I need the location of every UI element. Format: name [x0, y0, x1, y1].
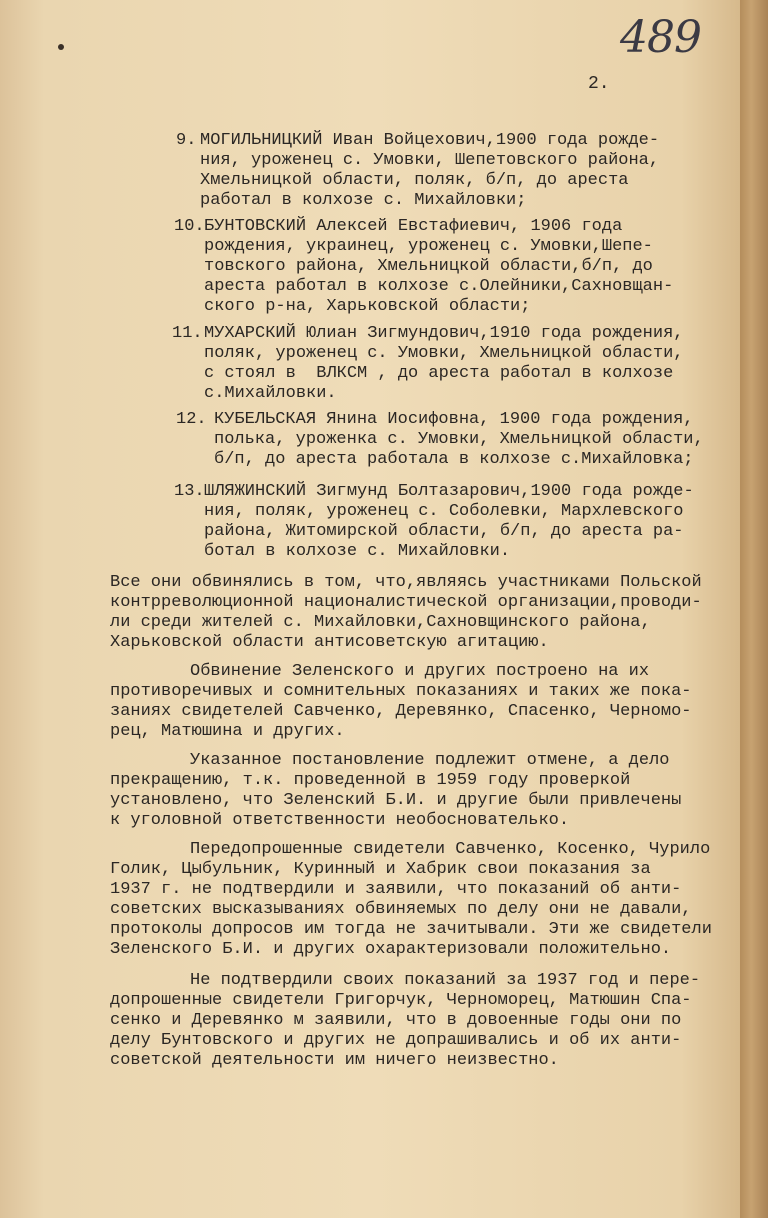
- person-line: Хмельницкой области, поляк, б/п, до ареста: [200, 171, 629, 190]
- person-number: 9.: [176, 131, 197, 150]
- person-line: ского р-на, Харьковской области;: [204, 297, 531, 316]
- person-line: МОГИЛЬНИЦКИЙ Иван Войцехович,1900 года рожде-: [200, 131, 660, 150]
- paragraph-line: протоколы допросов им тогда не зачитывали. Эти же свидетели: [110, 920, 712, 939]
- paragraph-line: Все они обвинялись в том, что,являясь участниками Польской: [110, 573, 702, 592]
- person-line: ареста работал в колхозе с.Олейники,Сахновщан-: [204, 277, 674, 296]
- person-line: ШЛЯЖИНСКИЙ Зигмунд Болтазарович,1900 года рожде-: [204, 482, 694, 501]
- paragraph-line: Голик, Цыбульник, Куринный и Хабрик свои показания за: [110, 860, 651, 879]
- paragraph-line: Обвинение Зеленского и других построено на их: [190, 662, 650, 681]
- person-number: 11.: [172, 324, 203, 343]
- person-line: ния, поляк, уроженец с. Соболевки, Мархлевского: [204, 502, 684, 521]
- paragraph-line: прекращению, т.к. проведенной в 1959 году проверкой: [110, 771, 631, 790]
- person-line: с стоял в ВЛКСМ , до ареста работал в колхозе: [204, 364, 674, 383]
- person-line: района, Житомирской области, б/п, до ареста ра-: [204, 522, 684, 541]
- paragraph-line: противоречивых и сомнительных показаниях и таких же пока-: [110, 682, 692, 701]
- paragraph-line: 1937 г. не подтвердили и заявили, что показаний об анти-: [110, 880, 682, 899]
- folio-number: 489: [620, 12, 701, 63]
- person-line: БУНТОВСКИЙ Алексей Евстафиевич, 1906 года: [204, 217, 623, 236]
- person-line: товского района, Хмельницкой области,б/п, до: [204, 257, 653, 276]
- person-number: 10.: [174, 217, 205, 236]
- person-line: поляк, уроженец с. Умовки, Хмельницкой области,: [204, 344, 684, 363]
- paragraph-line: установлено, что Зеленский Б.И. и другие были привлечены: [110, 791, 682, 810]
- paragraph-line: советских высказываниях обвиняемых по делу они не давали,: [110, 900, 692, 919]
- person-line: КУБЕЛЬСКАЯ Янина Иосифовна, 1900 года рождения,: [214, 410, 694, 429]
- paragraph-line: к уголовной ответственности необоснователько.: [110, 811, 570, 830]
- paragraph-line: контрреволюционной националистической организации,проводи-: [110, 593, 702, 612]
- paragraph-line: заниях свидетелей Савченко, Деревянко, Спасенко, Черномо-: [110, 702, 692, 721]
- page-number: 2.: [588, 74, 610, 94]
- person-line: б/п, до ареста работала в колхозе с.Михайловка;: [214, 450, 694, 469]
- paragraph-line: Зеленского Б.И. и других охарактеризовали положительно.: [110, 940, 672, 959]
- paragraph-line: рец, Матюшина и других.: [110, 722, 345, 741]
- person-line: работал в колхозе с. Михайловки;: [200, 191, 527, 210]
- punch-hole: [58, 44, 64, 50]
- paragraph-line: Передопрошенные свидетели Савченко, Косенко, Чурило: [190, 840, 711, 859]
- paragraph-line: советской деятельности им ничего неизвестно.: [110, 1051, 559, 1070]
- person-number: 12.: [176, 410, 207, 429]
- paragraph-line: Не подтвердили своих показаний за 1937 год и пере-: [190, 971, 701, 990]
- person-line: полька, уроженка с. Умовки, Хмельницкой области,: [214, 430, 704, 449]
- paragraph-line: Харьковской области антисоветскую агитацию.: [110, 633, 549, 652]
- person-line: с.Михайловки.: [204, 384, 337, 403]
- person-number: 13.: [174, 482, 205, 501]
- paragraph-line: допрошенные свидетели Григорчук, Черноморец, Матюшин Спа-: [110, 991, 692, 1010]
- paragraph-line: ли среди жителей с. Михайловки,Сахновщинского района,: [110, 613, 651, 632]
- person-line: рождения, украинец, уроженец с. Умовки,Шепе-: [204, 237, 653, 256]
- paragraph-line: Указанное постановление подлежит отмене, а дело: [190, 751, 670, 770]
- page-edge: [740, 0, 768, 1218]
- paragraph-line: делу Бунтовского и других не допрашивались и об их анти-: [110, 1031, 682, 1050]
- person-line: ния, уроженец с. Умовки, Шепетовского района,: [200, 151, 660, 170]
- paragraph-line: сенко и Деревянко м заявили, что в довоенные годы они по: [110, 1011, 682, 1030]
- person-line: ботал в колхозе с. Михайловки.: [204, 542, 511, 561]
- person-line: МУХАРСКИЙ Юлиан Зигмундович,1910 года рождения,: [204, 324, 684, 343]
